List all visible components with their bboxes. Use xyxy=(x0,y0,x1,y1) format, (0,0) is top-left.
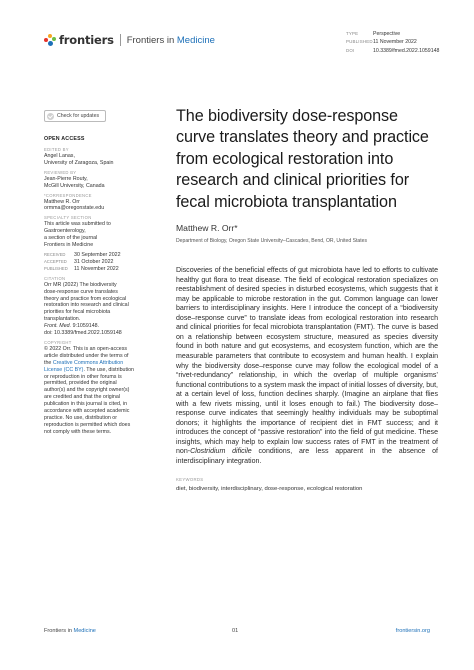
reviewer-name: Jean-Pierre Routy, xyxy=(44,175,88,182)
cc-license-link[interactable]: Creative Commons Attribution xyxy=(52,359,124,366)
date-row-published xyxy=(44,266,148,273)
reviewer-affiliation: McGill University, Canada xyxy=(44,182,105,189)
copyright-line: reproduction is permitted which does xyxy=(44,421,131,428)
cc-license-link-cont[interactable]: License (CC BY) xyxy=(44,366,84,373)
specialty-line: This article was submitted to xyxy=(44,221,111,228)
page-footer xyxy=(44,628,430,638)
section-label: CITATION xyxy=(44,275,66,281)
meta-label: TYPE xyxy=(346,31,359,36)
copyright-line xyxy=(44,367,148,374)
specialty-line: a section of the journal xyxy=(44,235,98,242)
journal-name-accent: Medicine xyxy=(176,34,215,46)
specialty-line: Frontiers in Medicine xyxy=(44,242,94,249)
meta-row-type xyxy=(346,30,439,38)
check-icon xyxy=(47,113,54,120)
citation-line: restoration into research and clinical xyxy=(44,302,129,309)
citation-journal-line xyxy=(44,323,148,330)
check-for-updates-label: Check for updates xyxy=(57,112,100,119)
header-divider xyxy=(120,34,121,46)
copyright-text: the xyxy=(44,359,53,366)
correspondent-email[interactable]: ormma@oregonstate.edu xyxy=(44,205,105,212)
article-title: The biodiversity dose-response curve translates theory and practice from ecological restoration into research and clinical priorities for fecal microbiota transplantation xyxy=(176,107,429,211)
journal-name xyxy=(127,35,215,46)
date-label: PUBLISHED xyxy=(44,265,68,271)
meta-value: 11 November 2022 xyxy=(373,39,417,46)
meta-row-doi xyxy=(346,47,439,55)
site-link[interactable]: frontiersin.org xyxy=(395,628,430,634)
citation-line: priorities for fecal microbiota xyxy=(44,309,111,316)
section-label: REVIEWED BY xyxy=(44,169,77,175)
correspondence-section xyxy=(44,193,148,213)
date-row-accepted xyxy=(44,259,148,266)
copyright-line: author(s) and the copyright owner(s) xyxy=(44,387,130,394)
citation-doi[interactable]: doi: 10.3389/fmed.2022.1059148 xyxy=(44,330,122,337)
reviewed-by-section xyxy=(44,170,148,190)
meta-label: DOI xyxy=(346,47,355,53)
page-header xyxy=(44,31,444,71)
open-access-label: OPEN ACCESS xyxy=(44,136,85,142)
meta-value[interactable]: 10.3389/fmed.2022.1059148 xyxy=(373,47,440,54)
article-sidebar xyxy=(44,110,148,439)
journal-branding xyxy=(44,33,215,47)
meta-label: PUBLISHED xyxy=(346,39,373,45)
abstract-text: Discoveries of the beneficial effects of gut microbiota have led to efforts to cultivate healthy gut flora to treat disease. The field of ecological restoration specializes on reestablishment of desired species in disturbed ecosystems, which suggests that it may be applicable to microbe restoration in the gut. Common language can lower barriers to interdisciplinary insights. Here I introduce the concept of a “biodiversity dose–response curve” to translate ideas from ecological restoration into research and clinical priorities for fecal microbiota transplantation (FMT). The curve is based on a relationship between ecosystem structure, measured as species diversity found in both nature and gut ecosystems, and ecosystem function, which are the measurable parameters that contribute to ecosystem and human health. I explain why the biodiversity dose–response curve may follow the ecological model of a “rivet-redundancy” relationship, in which the overlap of multiple organisms’ functional contributions to a system mask the impact of initial losses of diversity, but, at a certain level of loss, function declines sharply. (Imagine an airplane that flies with a few rivets missing, until it loses enough to fail.) The biodiversity dose–response curve indicates that seemingly healthy individuals may be suboptimal donors; it highlights the importance of recipient diet in FMT success; and it introduces the concept of “passive restoration” into the field of gut medicine. These insights, which may help to explain low success rates of FMT in the treatment of non- xyxy=(176,267,438,456)
copyright-line: article distributed under the terms of xyxy=(44,352,129,359)
section-label: *CORRESPONDENCE xyxy=(44,192,92,198)
section-label: COPYRIGHT xyxy=(44,339,72,345)
keywords-label: KEYWORDS xyxy=(176,476,204,482)
abstract-text-end: conditions, are less apparent in the absence of interdisciplinary integration. xyxy=(176,448,438,465)
copyright-line: not comply with these terms. xyxy=(44,428,112,435)
copyright-line: practice. No use, distribution or xyxy=(44,415,118,421)
date-value: 31 October 2022 xyxy=(74,258,114,265)
article-abstract xyxy=(176,266,438,466)
section-label: EDITED BY xyxy=(44,146,69,152)
abstract-italic-term: Clostridium dificile xyxy=(190,448,252,456)
check-for-updates-button[interactable] xyxy=(44,110,106,122)
copyright-line: publication in this journal is cited, in xyxy=(44,401,128,408)
specialty-line: Gastroenterology, xyxy=(44,228,86,235)
frontiers-logo-icon xyxy=(44,34,56,46)
correspondent-name: Matthew R. Orr xyxy=(44,198,80,205)
citation-line: theory and practice from ecological xyxy=(44,295,127,302)
copyright-line: © 2022 Orr. This is an open-access xyxy=(44,345,128,352)
citation-line: Orr MR (2022) The biodiversity xyxy=(44,281,117,288)
keywords-list: diet, biodiversity, interdisciplinary, dose-response, ecological restoration xyxy=(176,485,363,492)
copyright-line: accordance with accepted academic xyxy=(44,408,130,415)
specialty-section xyxy=(44,215,148,249)
meta-row-published xyxy=(346,38,439,46)
citation-line: dose-response curve translates xyxy=(44,288,118,295)
footer-journal xyxy=(44,628,96,634)
article-main xyxy=(176,106,438,492)
author-affiliation: Department of Biology, Oregon State University–Cascades, Bend, OR, United States xyxy=(176,238,368,245)
editor-name: Angel Lanas, xyxy=(44,152,75,159)
citation-line: transplantation. xyxy=(44,316,81,323)
meta-value: Perspective xyxy=(373,31,401,37)
copyright-line xyxy=(44,360,148,367)
date-label: ACCEPTED xyxy=(44,258,67,264)
editor-affiliation: University of Zaragoza, Spain xyxy=(44,159,114,166)
copyright-line: are credited and that the original xyxy=(44,394,120,401)
article-author: Matthew R. Orr* xyxy=(176,223,238,234)
edited-by-section xyxy=(44,147,148,167)
publisher-name: frontiers xyxy=(59,33,114,47)
copyright-line: permitted, provided the original xyxy=(44,380,117,387)
copyright-section xyxy=(44,340,148,436)
journal-name-prefix: Frontiers in xyxy=(126,34,177,46)
citation-journal: Front. Med. xyxy=(44,323,72,330)
page-number: 01 xyxy=(232,628,239,634)
copyright-text: . The use, distribution xyxy=(83,366,134,373)
date-value: 30 September 2022 xyxy=(74,251,121,258)
copyright-line: or reproduction in other forums is xyxy=(44,373,122,380)
date-row-received xyxy=(44,252,148,259)
date-value: 11 November 2022 xyxy=(74,265,119,272)
section-label: SPECIALTY SECTION xyxy=(44,215,92,221)
footer-journal-accent: Medicine xyxy=(73,628,96,634)
citation-volume: 9:1059148. xyxy=(71,323,100,330)
date-label: RECEIVED xyxy=(44,251,66,257)
dates-section xyxy=(44,252,148,273)
article-meta xyxy=(346,30,439,55)
citation-section xyxy=(44,276,148,337)
footer-journal-prefix: Frontiers in xyxy=(44,628,74,634)
